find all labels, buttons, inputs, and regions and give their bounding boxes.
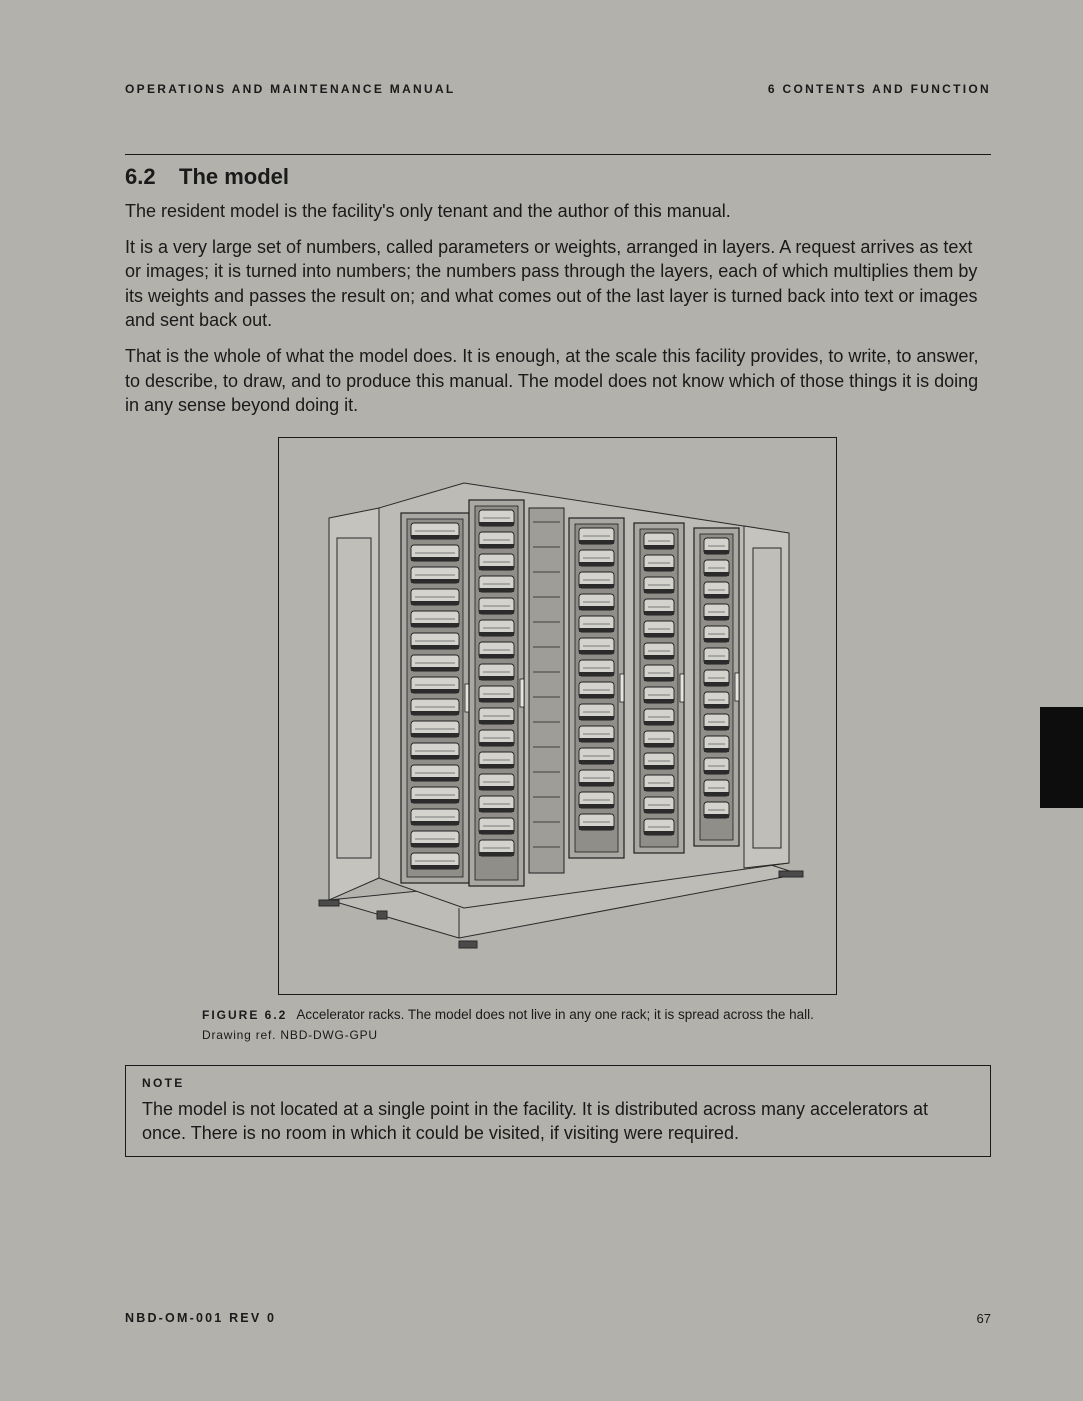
header-manual-title: OPERATIONS AND MAINTENANCE MANUAL (125, 82, 456, 96)
figure-caption (202, 1006, 814, 1024)
header-chapter-title: 6 CONTENTS AND FUNCTION (767, 82, 991, 96)
footer-document-id: NBD-OM-001 REV 0 (125, 1311, 277, 1325)
figure-illustration (278, 437, 837, 995)
section-heading (125, 163, 289, 191)
section-rule (125, 154, 991, 155)
figure-caption-text: Accelerator racks. The model does not live in any one rack; it is spread across the hall. (296, 1007, 814, 1022)
drawing-reference: Drawing ref. NBD-DWG-GPU (202, 1028, 378, 1042)
paragraph: It is a very large set of numbers, called parameters or weights, arranged in layers. A request arrives as text or images; it is turned into numbers; the numbers pass through the layers, each of which multiplies them by its weights and passes the result on; and what comes out of the last layer is turned back into text or images and sent back out. (125, 236, 978, 331)
figure-label: FIGURE 6.2 (202, 1008, 288, 1022)
note-box (125, 1065, 991, 1157)
note-label: NOTE (142, 1076, 185, 1090)
paragraph: That is the whole of what the model does. It is enough, at the scale this facility provides, to write, to answer, to describe, to draw, and to produce this manual. The model does not know which of those things it is doing in any sense beyond doing it. (125, 345, 979, 416)
footer-page-number: 67 (976, 1311, 991, 1326)
section-number: 6.2 (125, 164, 156, 189)
section-title: The model (179, 164, 290, 189)
note-text: The model is not located at a single point in the facility. It is distributed across many accelerators at once. There is no room in which it could be visited, if visiting were required. (142, 1099, 929, 1143)
running-header (125, 82, 991, 96)
body-text (125, 199, 993, 429)
chapter-thumb-tab (1040, 707, 1083, 808)
accelerator-racks-drawing (279, 438, 836, 994)
paragraph: The resident model is the facility's only tenant and the author of this manual. (125, 201, 731, 221)
